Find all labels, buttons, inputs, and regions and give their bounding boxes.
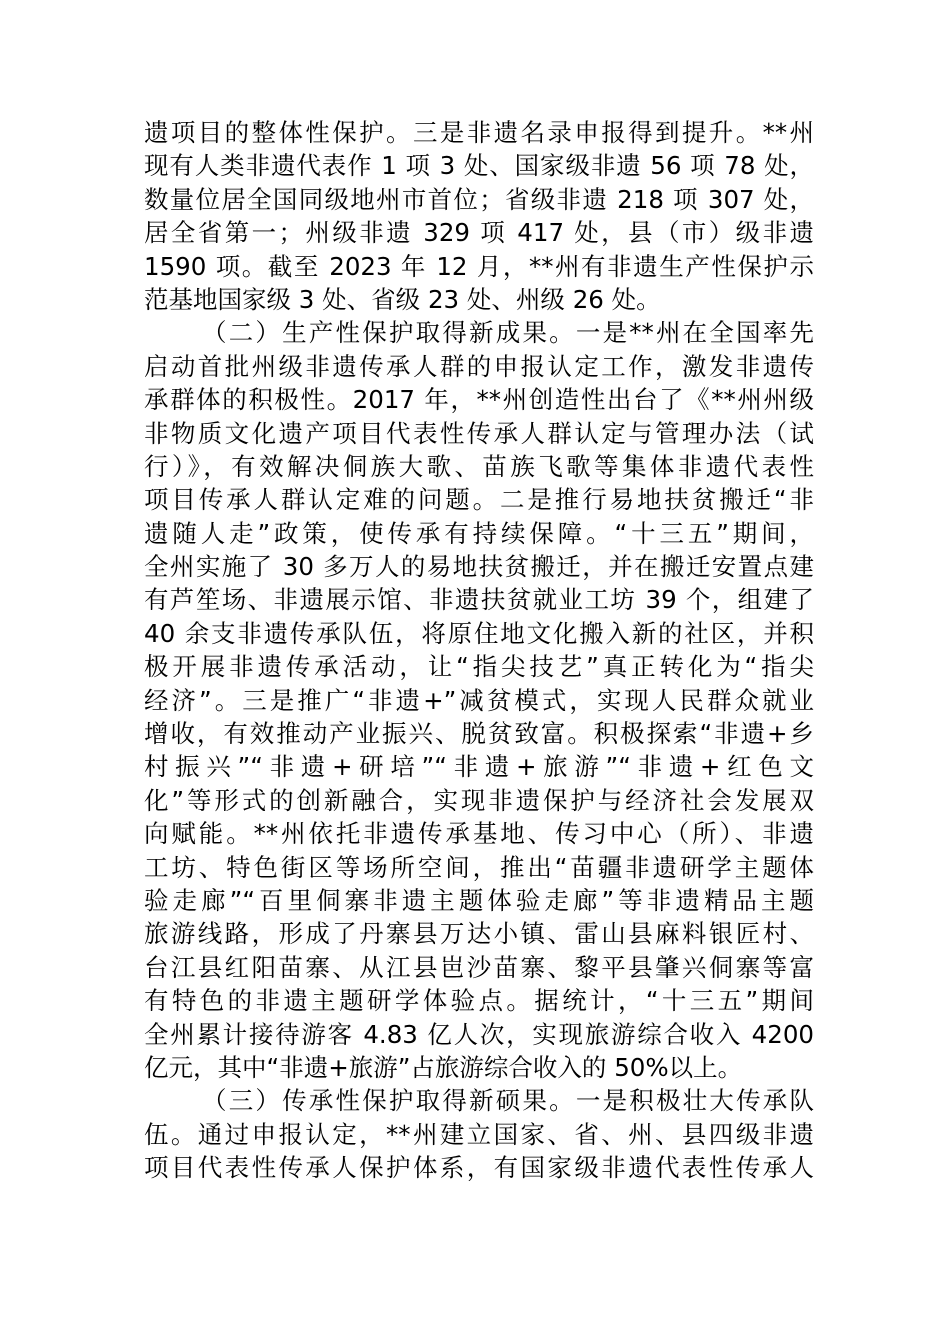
text-line: 极开展非遗传承活动，让“指尖技艺”真正转化为“指尖 bbox=[144, 652, 814, 682]
text-line: 居全省第一；州级非遗 329 项 417 处，县（市）级非遗 bbox=[144, 218, 814, 248]
text-line: 项目传承人群认定难的问题。二是推行易地扶贫搬迁“非 bbox=[144, 485, 814, 515]
text-line: 项目代表性传承人保护体系，有国家级非遗代表性传承人 bbox=[144, 1153, 814, 1183]
text-line: 1590 项。截至 2023 年 12 月，**州有非遗生产性保护示 bbox=[144, 251, 814, 281]
text-line: 旅游线路，形成了丹寨县万达小镇、雷山县麻料银匠村、 bbox=[144, 919, 814, 949]
text-line: 有特色的非遗主题研学体验点。据统计，“十三五”期间 bbox=[144, 986, 814, 1016]
text-line: 向赋能。**州依托非遗传承基地、传习中心（所）、非遗 bbox=[144, 819, 814, 849]
text-line: 启动首批州级非遗传承人群的申报认定工作，激发非遗传 bbox=[144, 351, 814, 381]
text-line: 化”等形式的创新融合，实现非遗保护与经济社会发展双 bbox=[144, 785, 814, 815]
text-line: 台江县红阳苗寨、从江县岜沙苗寨、黎平县肇兴侗寨等富 bbox=[144, 952, 814, 982]
text-line: 非物质文化遗产项目代表性传承人群认定与管理办法（试 bbox=[144, 418, 814, 448]
text-line: 承群体的积极性。2017 年，**州创造性出台了《**州州级 bbox=[144, 385, 814, 415]
paragraph-first-line: （二）生产性保护取得新成果。一是**州在全国率先 bbox=[202, 318, 814, 348]
text-line: 行）》，有效解决侗族大歌、苗族飞歌等集体非遗代表性 bbox=[144, 451, 814, 481]
text-line: 遗随人走”政策，使传承有持续保障。“十三五”期间， bbox=[144, 518, 814, 548]
body-text bbox=[144, 116, 814, 1185]
text-line: 经济”。三是推广“非遗+”减贫模式，实现人民群众就业 bbox=[144, 685, 814, 715]
text-line: 40 余支非遗传承队伍，将原住地文化搬入新的社区，并积 bbox=[144, 618, 814, 648]
text-line: 验走廊”“百里侗寨非遗主题体验走廊”等非遗精品主题 bbox=[144, 885, 814, 915]
text-line: 全州累计接待游客 4.83 亿人次，实现旅游综合收入 4200 bbox=[144, 1019, 814, 1049]
text-line: 全州实施了 30 多万人的易地扶贫搬迁，并在搬迁安置点建 bbox=[144, 552, 814, 582]
text-line: 现有人类非遗代表作 1 项 3 处、国家级非遗 56 项 78 处， bbox=[144, 151, 814, 181]
text-line: 亿元，其中“非遗+旅游”占旅游综合收入的 50%以上。 bbox=[144, 1052, 743, 1082]
text-line: 村振兴”“非遗+研培”“非遗+旅游”“非遗+红色文 bbox=[144, 752, 814, 782]
text-line: 遗项目的整体性保护。三是非遗名录申报得到提升。**州 bbox=[144, 118, 814, 147]
paragraph-first-line: （三）传承性保护取得新硕果。一是积极壮大传承队 bbox=[202, 1086, 814, 1116]
text-line: 增收，有效推动产业振兴、脱贫致富。积极探索“非遗+乡 bbox=[144, 719, 814, 749]
text-line: 有芦笙场、非遗展示馆、非遗扶贫就业工坊 39 个，组建了 bbox=[144, 585, 814, 615]
text-line: 范基地国家级 3 处、省级 23 处、州级 26 处。 bbox=[144, 284, 661, 314]
text-line: 数量位居全国同级地州市首位；省级非遗 218 项 307 处， bbox=[144, 184, 814, 214]
text-line: 工坊、特色街区等场所空间，推出“苗疆非遗研学主题体 bbox=[144, 852, 814, 882]
text-line: 伍。通过申报认定，**州建立国家、省、州、县四级非遗 bbox=[144, 1119, 814, 1149]
